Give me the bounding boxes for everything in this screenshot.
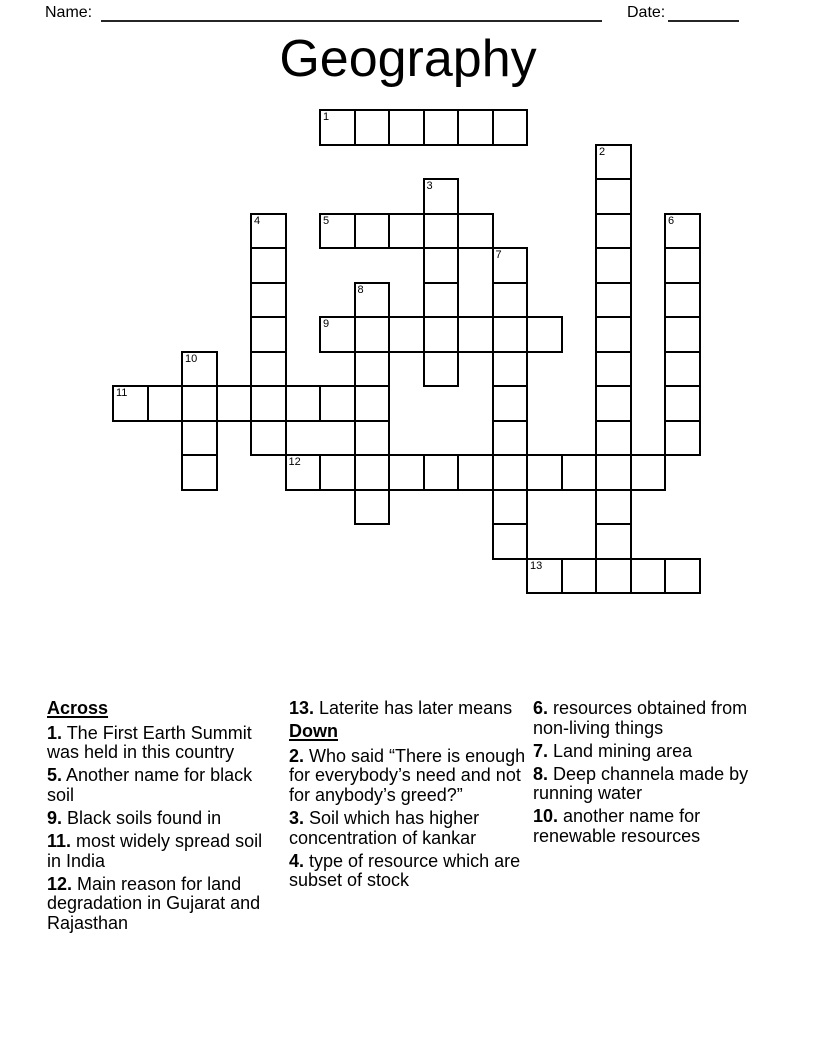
grid-cell-r10c7[interactable]: [354, 454, 391, 491]
grid-cell-r8c11[interactable]: [492, 385, 529, 422]
grid-cell-r5c7[interactable]: [354, 282, 391, 319]
clue-down-4: 4. type of resource which are subset of stock: [289, 850, 521, 891]
grid-cell-r3c8[interactable]: [388, 213, 425, 250]
clue-number: 5.: [47, 765, 63, 786]
clue-down-6: 6. resources obtained from non-living things: [533, 698, 748, 738]
grid-cell-r3c10[interactable]: [457, 213, 494, 250]
grid-cell-r8c7[interactable]: [354, 385, 391, 422]
clue-number: 8.: [533, 763, 549, 784]
grid-cell-r7c11[interactable]: [492, 351, 529, 388]
grid-cell-r9c14[interactable]: [595, 420, 632, 457]
grid-cell-r9c4[interactable]: [250, 420, 287, 457]
cell-number: 11: [116, 387, 128, 399]
grid-cell-r8c14[interactable]: [595, 385, 632, 422]
grid-cell-r0c6[interactable]: [319, 109, 356, 146]
grid-cell-r10c5[interactable]: [285, 454, 322, 491]
grid-cell-r1c14[interactable]: [595, 144, 632, 181]
clue-number: 10.: [533, 806, 559, 827]
grid-cell-r0c7[interactable]: [354, 109, 391, 146]
grid-cell-r10c13[interactable]: [561, 454, 598, 491]
grid-cell-r6c16[interactable]: [664, 316, 701, 353]
cell-number: 10: [185, 352, 198, 365]
cell-number: 12: [288, 456, 301, 468]
cell-number: 5: [323, 214, 330, 227]
grid-cell-r10c15[interactable]: [630, 454, 667, 491]
grid-cell-r5c16[interactable]: [664, 282, 701, 319]
clue-across-13: 13. Laterite has later means: [289, 698, 513, 718]
clues-column-3: [533, 699, 755, 850]
grid-cell-r9c7[interactable]: [354, 420, 391, 457]
grid-cell-r8c3[interactable]: [216, 385, 253, 422]
grid-cell-r9c2[interactable]: [181, 420, 218, 457]
clue-down-8: 8. Deep channela made by running water: [533, 763, 749, 804]
date-label: Date:: [627, 4, 666, 21]
grid-cell-r7c2[interactable]: [181, 351, 218, 388]
clue-down-2: 2. Who said “There is enough for everybody’s need and not for anybody’s greed?”: [289, 745, 526, 805]
grid-cell-r7c9[interactable]: [423, 351, 460, 388]
grid-cell-r10c11[interactable]: [492, 454, 529, 491]
grid-cell-r3c7[interactable]: [354, 213, 391, 250]
grid-cell-r9c16[interactable]: [664, 420, 701, 457]
grid-cell-r6c7[interactable]: [354, 316, 391, 353]
cell-number: 9: [323, 318, 330, 330]
cell-number: 7: [495, 249, 502, 261]
grid-cell-r4c11[interactable]: [492, 247, 529, 284]
grid-cell-r8c1[interactable]: [147, 385, 184, 422]
grid-cell-r8c0[interactable]: [112, 385, 149, 422]
grid-cell-r8c5[interactable]: [285, 385, 322, 422]
clue-number: 13.: [289, 698, 315, 718]
clue-down-7: 7. Land mining area: [533, 740, 693, 761]
cell-number: 1: [323, 111, 330, 123]
clue-across-9: 9. Black soils found in: [47, 807, 222, 828]
grid-cell-r6c6[interactable]: [319, 316, 356, 353]
grid-cell-r4c14[interactable]: [595, 247, 632, 284]
grid-cell-r6c12[interactable]: [526, 316, 563, 353]
grid-cell-r13c13[interactable]: [561, 558, 598, 595]
grid-cell-r2c9[interactable]: [423, 178, 460, 215]
clue-number: 2.: [289, 745, 305, 766]
grid-cell-r10c10[interactable]: [457, 454, 494, 491]
grid-cell-r0c9[interactable]: [423, 109, 460, 146]
grid-cell-r7c7[interactable]: [354, 351, 391, 388]
grid-cell-r3c4[interactable]: [250, 213, 287, 250]
clue-number: 3.: [289, 807, 305, 828]
grid-cell-r5c11[interactable]: [492, 282, 529, 319]
grid-cell-r6c9[interactable]: [423, 316, 460, 353]
grid-cell-r8c4[interactable]: [250, 385, 287, 422]
grid-cell-r11c14[interactable]: [595, 489, 632, 526]
grid-cell-r3c14[interactable]: [595, 213, 632, 250]
grid-cell-r6c14[interactable]: [595, 316, 632, 353]
clue-down-3: 3. Soil which has higher concentration of kankar: [289, 807, 480, 848]
clues-column-1: [47, 699, 275, 937]
grid-cell-r11c11[interactable]: [492, 489, 529, 526]
name-blank-line[interactable]: [101, 2, 602, 22]
clue-across-1: 1. The First Earth Summit was held in this country: [47, 722, 252, 763]
grid-cell-r12c11[interactable]: [492, 523, 529, 560]
grid-cell-r10c6[interactable]: [319, 454, 356, 491]
clues-column-2: [289, 699, 527, 894]
grid-cell-r6c4[interactable]: [250, 316, 287, 353]
grid-cell-r4c4[interactable]: [250, 247, 287, 284]
clue-number: 6.: [533, 698, 549, 718]
date-blank-line[interactable]: [668, 2, 739, 22]
grid-cell-r10c12[interactable]: [526, 454, 563, 491]
grid-cell-r13c16[interactable]: [664, 558, 701, 595]
across-heading: Across: [47, 698, 109, 718]
grid-cell-r13c14[interactable]: [595, 558, 632, 595]
grid-cell-r3c6[interactable]: [319, 213, 356, 250]
clue-number: 9.: [47, 807, 63, 828]
grid-cell-r4c16[interactable]: [664, 247, 701, 284]
cell-number: 4: [254, 214, 261, 227]
grid-cell-r2c14[interactable]: [595, 178, 632, 215]
grid-cell-r6c10[interactable]: [457, 316, 494, 353]
cell-number: 2: [599, 145, 606, 158]
clue-number: 12.: [47, 873, 73, 894]
cell-number: 3: [426, 180, 433, 192]
grid-cell-r5c4[interactable]: [250, 282, 287, 319]
grid-cell-r10c8[interactable]: [388, 454, 425, 491]
grid-cell-r11c7[interactable]: [354, 489, 391, 526]
grid-cell-r0c10[interactable]: [457, 109, 494, 146]
clue-across-11: 11. most widely spread soil in India: [47, 831, 263, 871]
clue-number: 1.: [47, 722, 63, 743]
name-label: Name:: [45, 4, 93, 21]
cell-number: 8: [357, 283, 364, 296]
grid-cell-r8c16[interactable]: [664, 385, 701, 422]
clue-number: 4.: [289, 850, 305, 871]
grid-cell-r0c8[interactable]: [388, 109, 425, 146]
grid-cell-r0c11[interactable]: [492, 109, 529, 146]
grid-cell-r4c9[interactable]: [423, 247, 460, 284]
grid-cell-r8c6[interactable]: [319, 385, 356, 422]
grid-cell-r7c16[interactable]: [664, 351, 701, 388]
grid-cell-r5c14[interactable]: [595, 282, 632, 319]
grid-cell-r3c16[interactable]: [664, 213, 701, 250]
grid-cell-r13c12[interactable]: [526, 558, 563, 595]
down-heading: Down: [289, 721, 338, 742]
clue-across-12: 12. Main reason for land degradation in Gujarat and Rajasthan: [47, 873, 261, 933]
grid-cell-r6c11[interactable]: [492, 316, 529, 353]
grid-cell-r10c2[interactable]: [181, 454, 218, 491]
grid-cell-r7c4[interactable]: [250, 351, 287, 388]
grid-cell-r10c9[interactable]: [423, 454, 460, 491]
grid-cell-r9c11[interactable]: [492, 420, 529, 457]
grid-cell-r7c14[interactable]: [595, 351, 632, 388]
grid-cell-r5c9[interactable]: [423, 282, 460, 319]
grid-cell-r13c15[interactable]: [630, 558, 667, 595]
clue-number: 7.: [533, 740, 549, 761]
clue-number: 11.: [47, 831, 72, 852]
page-title: Geography: [279, 30, 537, 88]
cell-number: 13: [530, 559, 543, 572]
cell-number: 6: [668, 214, 675, 227]
clue-down-10: 10. another name for renewable resources: [533, 806, 701, 847]
clue-across-5: 5. Another name for black soil: [47, 765, 253, 805]
grid-cell-r10c14[interactable]: [595, 454, 632, 491]
grid-cell-r8c2[interactable]: [181, 385, 218, 422]
grid-cell-r3c9[interactable]: [423, 213, 460, 250]
grid-cell-r6c8[interactable]: [388, 316, 425, 353]
grid-cell-r12c14[interactable]: [595, 523, 632, 560]
